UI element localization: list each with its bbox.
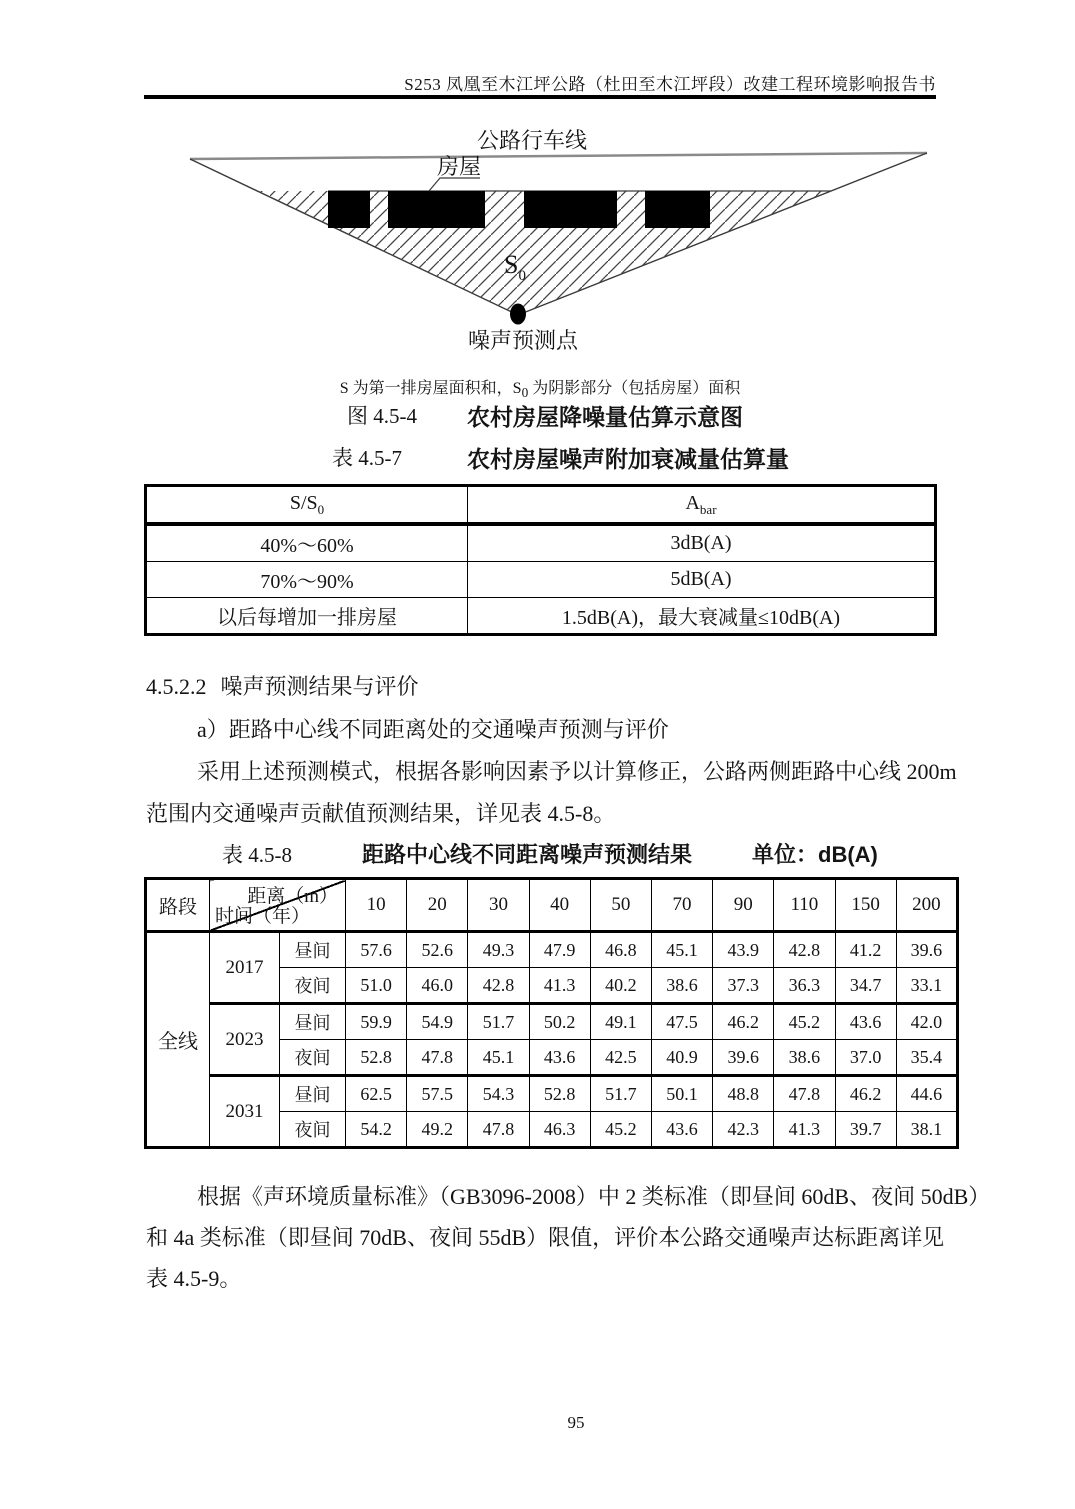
noise-value-cell: 38.6 — [651, 968, 712, 1004]
figure-number: 图 4.5-4 — [347, 404, 417, 428]
attenuation-row — [146, 598, 936, 635]
noise-value-cell: 52.8 — [346, 1040, 407, 1076]
abar-cell: 1.5dB(A)，最大衰减量≤10dB(A) — [468, 598, 936, 635]
abar-cell: 3dB(A) — [468, 524, 936, 562]
house-block — [524, 191, 617, 228]
noise-value-cell: 41.3 — [774, 1112, 835, 1148]
night-label-cell: 夜间 — [280, 1040, 346, 1076]
noise-value-cell: 47.9 — [529, 932, 590, 968]
noise-value-cell: 45.1 — [651, 932, 712, 968]
document-header-title: S253 凤凰至木江坪公路（杜田至木江坪段）改建工程环境影响报告书 — [404, 75, 936, 94]
distance-header-cell: 30 — [468, 879, 529, 932]
page-number: 95 — [567, 1413, 585, 1432]
ratio-cell: 40%～60% — [146, 524, 468, 562]
noise-value-cell: 54.9 — [407, 1004, 468, 1040]
paragraph1-line2: 范围内交通噪声贡献值预测结果，详见表 4.5-8。 — [146, 801, 616, 826]
abar-col-header — [468, 486, 936, 525]
year-cell: 2023 — [210, 1004, 280, 1076]
noise-value-cell: 48.8 — [713, 1076, 774, 1112]
table458-number: 表 4.5-8 — [222, 843, 292, 867]
ratio-col-header — [146, 486, 468, 525]
noise-value-cell: 33.1 — [896, 968, 957, 1004]
paragraph1-line1: 采用上述预测模式，根据各影响因素予以计算修正，公路两侧距路中心线 200m — [197, 759, 957, 784]
figure-title: 农村房屋降噪量估算示意图 — [467, 404, 743, 430]
noise-value-cell: 49.2 — [407, 1112, 468, 1148]
attenuation-row — [146, 524, 936, 562]
noise-value-cell: 54.2 — [346, 1112, 407, 1148]
paragraph2-line1: 根据《声环境质量标准》（GB3096-2008）中 2 类标准（即昼间 60dB、夜间 50dB） — [197, 1184, 991, 1209]
noise-value-cell: 47.8 — [774, 1076, 835, 1112]
attenuation-row — [146, 562, 936, 598]
noise-value-cell: 62.5 — [346, 1076, 407, 1112]
noise-value-cell: 57.5 — [407, 1076, 468, 1112]
distance-header-label: 距离（m） — [247, 886, 338, 907]
noise-data-row — [146, 1076, 958, 1112]
noise-value-cell: 37.0 — [835, 1040, 896, 1076]
distance-header-cell: 200 — [896, 879, 957, 932]
noise-value-cell: 45.1 — [468, 1040, 529, 1076]
noise-value-cell: 43.6 — [651, 1112, 712, 1148]
noise-value-cell: 43.6 — [835, 1004, 896, 1040]
noise-data-row — [146, 932, 958, 968]
noise-data-row — [146, 1004, 958, 1040]
figure-caption-sub: 0 — [521, 385, 529, 401]
house-block — [328, 191, 370, 228]
noise-table-body — [146, 932, 958, 1148]
noise-value-cell: 40.9 — [651, 1040, 712, 1076]
road-col-header: 路段 — [146, 879, 210, 932]
noise-value-cell: 59.9 — [346, 1004, 407, 1040]
section-title: 噪声预测结果与评价 — [220, 674, 419, 699]
noise-value-cell: 42.8 — [774, 932, 835, 968]
attenuation-header-row — [146, 486, 936, 525]
header-rule — [144, 95, 936, 99]
noise-value-cell: 46.0 — [407, 968, 468, 1004]
noise-value-cell: 46.2 — [835, 1076, 896, 1112]
table457-number: 表 4.5-7 — [332, 446, 402, 470]
time-header-label: 时间（年） — [215, 906, 311, 927]
section-item-a: a）距路中心线不同距离处的交通噪声预测与评价 — [197, 717, 669, 742]
paragraph2-line3: 表 4.5-9。 — [146, 1266, 242, 1291]
house-label: 房屋 — [437, 154, 482, 179]
road-segment-cell: 全线 — [146, 932, 210, 1148]
noise-value-cell: 46.8 — [590, 932, 651, 968]
noise-value-cell: 47.8 — [407, 1040, 468, 1076]
noise-value-cell: 42.0 — [896, 1004, 957, 1040]
noise-value-cell: 50.1 — [651, 1076, 712, 1112]
noise-value-cell: 39.6 — [713, 1040, 774, 1076]
ratio-header-main: S/S — [289, 491, 318, 514]
abar-header-sub: bar — [699, 501, 717, 517]
noise-value-cell: 41.2 — [835, 932, 896, 968]
house-leader-line — [429, 178, 480, 191]
noise-value-cell: 34.7 — [835, 968, 896, 1004]
day-label-cell: 昼间 — [280, 932, 346, 968]
house-block — [645, 191, 710, 228]
noise-value-cell: 39.7 — [835, 1112, 896, 1148]
noise-value-cell: 43.6 — [529, 1040, 590, 1076]
noise-value-cell: 38.1 — [896, 1112, 957, 1148]
road-line — [190, 153, 927, 159]
s0-sub: 0 — [518, 268, 526, 284]
noise-value-cell: 54.3 — [468, 1076, 529, 1112]
day-label-cell: 昼间 — [280, 1004, 346, 1040]
noise-value-cell: 47.8 — [468, 1112, 529, 1148]
ratio-header-sub: 0 — [317, 501, 325, 517]
table457-title: 农村房屋噪声附加衰减量估算量 — [467, 446, 789, 472]
s0-main: S — [504, 250, 519, 279]
noise-value-cell: 36.3 — [774, 968, 835, 1004]
noise-value-cell: 51.7 — [590, 1076, 651, 1112]
noise-table-header-row — [146, 879, 958, 932]
noise-value-cell: 51.0 — [346, 968, 407, 1004]
night-label-cell: 夜间 — [280, 968, 346, 1004]
noise-value-cell: 44.6 — [896, 1076, 957, 1112]
noise-value-cell: 46.3 — [529, 1112, 590, 1148]
noise-value-cell: 42.8 — [468, 968, 529, 1004]
noise-value-cell: 50.2 — [529, 1004, 590, 1040]
noise-value-cell: 47.5 — [651, 1004, 712, 1040]
noise-value-cell: 35.4 — [896, 1040, 957, 1076]
distance-header-cell: 150 — [835, 879, 896, 932]
distance-header-cell: 70 — [651, 879, 712, 932]
table458-title: 距路中心线不同距离噪声预测结果 — [362, 842, 693, 867]
noise-value-cell: 52.6 — [407, 932, 468, 968]
abar-cell: 5dB(A) — [468, 562, 936, 598]
noise-prediction-table — [144, 877, 959, 1149]
day-label-cell: 昼间 — [280, 1076, 346, 1112]
noise-value-cell: 52.8 — [529, 1076, 590, 1112]
table458-unit: 单位：dB(A) — [752, 842, 878, 867]
ratio-cell: 70%～90% — [146, 562, 468, 598]
section-heading — [146, 670, 419, 701]
noise-value-cell: 57.6 — [346, 932, 407, 968]
figure-caption-post: 为阴影部分（包括房屋）面积 — [532, 380, 741, 397]
noise-value-cell: 49.1 — [590, 1004, 651, 1040]
distance-header-cell: 110 — [774, 879, 835, 932]
year-cell: 2017 — [210, 932, 280, 1004]
distance-header-cell: 50 — [590, 879, 651, 932]
attenuation-table — [144, 484, 937, 636]
paragraph2-line2: 和 4a 类标准（即昼间 70dB、夜间 55dB）限值，评价本公路交通噪声达标距离详见 — [146, 1225, 945, 1250]
abar-header-main: A — [685, 491, 700, 514]
noise-value-cell: 45.2 — [590, 1112, 651, 1148]
noise-value-cell: 38.6 — [774, 1040, 835, 1076]
distance-header-cell: 40 — [529, 879, 590, 932]
house-block — [388, 191, 485, 228]
ratio-cell: 以后每增加一排房屋 — [146, 598, 468, 635]
noise-value-cell: 40.2 — [590, 968, 651, 1004]
noise-value-cell: 49.3 — [468, 932, 529, 968]
diagonal-header-cell — [210, 879, 346, 932]
noise-value-cell: 42.5 — [590, 1040, 651, 1076]
noise-attenuation-diagram — [140, 118, 960, 370]
noise-value-cell: 41.3 — [529, 968, 590, 1004]
figure-caption-pre: S 为第一排房屋面积和，S — [339, 380, 522, 397]
noise-value-cell: 37.3 — [713, 968, 774, 1004]
distance-header-cell: 90 — [713, 879, 774, 932]
noise-value-cell: 39.6 — [896, 932, 957, 968]
noise-value-cell: 46.2 — [713, 1004, 774, 1040]
figure-caption — [144, 375, 936, 401]
section-number: 4.5.2.2 — [146, 674, 207, 699]
distance-header-cell: 20 — [407, 879, 468, 932]
distance-header-cell: 10 — [346, 879, 407, 932]
prediction-point-dot — [510, 304, 526, 325]
noise-value-cell: 43.9 — [713, 932, 774, 968]
noise-value-cell: 51.7 — [468, 1004, 529, 1040]
night-label-cell: 夜间 — [280, 1112, 346, 1148]
road-line-label: 公路行车线 — [476, 128, 588, 153]
noise-value-cell: 42.3 — [713, 1112, 774, 1148]
year-cell: 2031 — [210, 1076, 280, 1148]
prediction-point-label: 噪声预测点 — [467, 328, 579, 353]
noise-value-cell: 45.2 — [774, 1004, 835, 1040]
